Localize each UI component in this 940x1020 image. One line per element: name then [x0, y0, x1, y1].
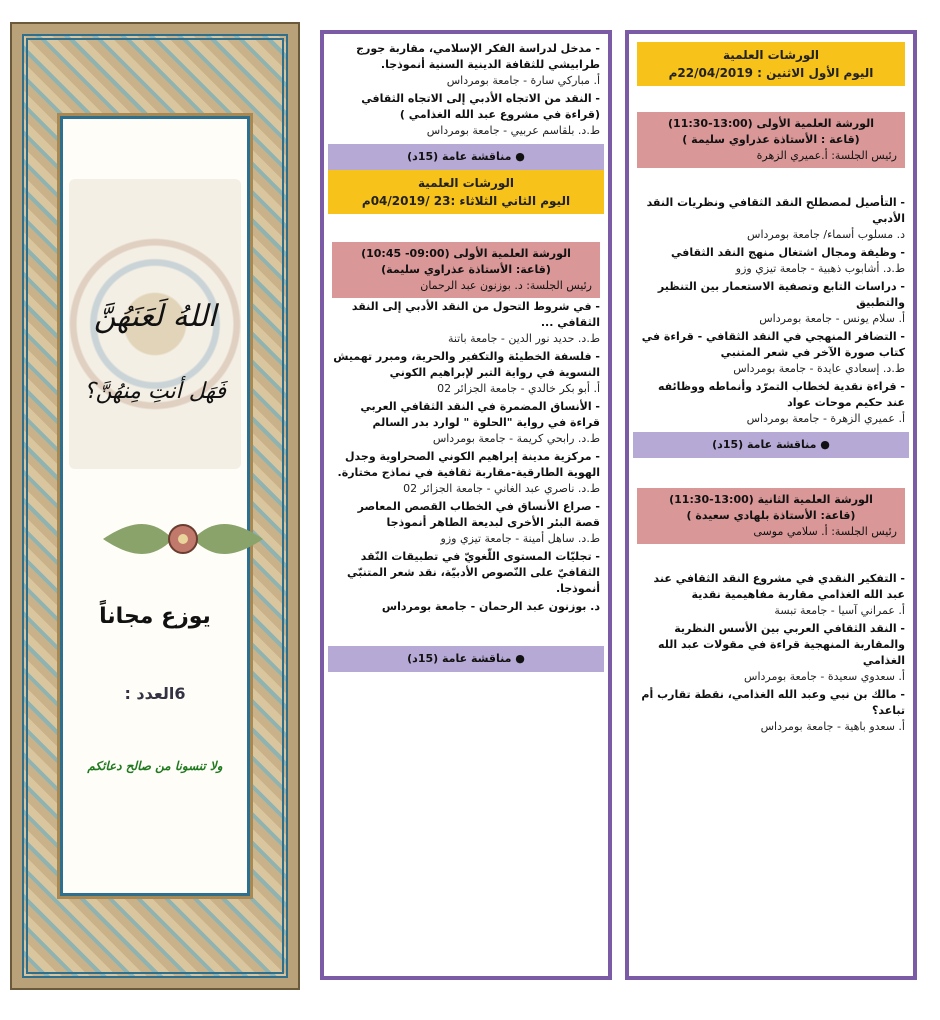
- item-title: - التفكير النقدي في مشروع النقد الثقافي عند عبد الله الغذامي مقاربة مفاهيمية نقدية: [653, 572, 905, 601]
- list-item: [629, 686, 913, 736]
- header-title: الورشات العلمية: [417, 176, 515, 190]
- issue-number: 6: [174, 684, 186, 703]
- item-title: - قراءة نقدية لخطاب التمرّد وأنماطه ووظائفه عند حكيم موحات عواد: [657, 380, 905, 409]
- session-title: الورشة العلمية الثانية (13:00-11:30): [669, 493, 873, 506]
- issue-label: العدد :: [124, 684, 175, 703]
- session-box: [332, 242, 600, 298]
- session-title: الورشة العلمية الأولى (09:00- 10:45): [361, 247, 571, 260]
- item-author: أ. سعدو باهية - جامعة بومرداس: [760, 720, 905, 733]
- item-title: - الأنساق المضمرة في النقد الثقافي العربي قراءة في رواية "الحلوة " لوارد بدر السالم: [360, 400, 600, 429]
- middle-column: [320, 30, 612, 980]
- item-author: ط.د. رابحي كريمة - جامعة بومرداس: [432, 432, 600, 445]
- item-title: - النقد الثقافي العربي بين الأسس النظرية والمقاربة المنهجية قراءة في مقولات عبد الله الغذامي: [658, 622, 905, 667]
- list-item: [324, 348, 608, 398]
- discussion-label: مناقشة عامة (15د): [407, 652, 512, 665]
- item-title: د. بوزنون عبد الرحمان - جامعة بومرداس: [381, 600, 600, 613]
- cover-inner: [60, 116, 250, 896]
- discussion-bar: ● مناقشة عامة (15د): [328, 646, 604, 672]
- item-title: - مركزية مدينة إبراهيم الكوني الصحراوية وجدل الهوية الطارقية-مقاربة ثقافية في نماذج مختارة.: [337, 450, 600, 479]
- list-item: [324, 40, 608, 90]
- list-item: [629, 620, 913, 686]
- item-author: ط.د. إسعادي عايدة - جامعة بومرداس: [733, 362, 905, 375]
- cover-verse-1: اللهُ لَعَنَهُنَّ: [93, 299, 217, 334]
- free-distribution-label: يوزع مجاناً: [99, 604, 211, 629]
- session-chair: رئيس الجلسة: د. بوزنون عبد الرحمان: [420, 279, 592, 292]
- list-item: [324, 298, 608, 348]
- item-author: أ. مباركي سارة - جامعة بومرداس: [446, 74, 600, 87]
- item-title: - دراسات التابع وتصفية الاستعمار بين التنظير والتطبيق: [657, 280, 905, 309]
- issue-line: [63, 684, 247, 703]
- header-day: اليوم الثاني الثلاثاء :23 /04/2019م: [361, 194, 571, 208]
- list-item: [324, 548, 608, 598]
- session-box: [637, 112, 905, 168]
- item-title: - في شروط التحول من النقد الأدبي إلى النقد الثقافي ...: [351, 300, 600, 329]
- item-author: ط.د. حديد نور الدين - جامعة باتنة: [447, 332, 600, 345]
- list-item: [629, 278, 913, 328]
- item-title: - التضافر المنهجي في النقد الثقافي - قراءة في كتاب صورة الآخر في شعر المتنبي: [641, 330, 905, 359]
- session-box: [637, 488, 905, 544]
- prayer-text: ولا تنسونا من صالح دعائكم: [87, 759, 223, 773]
- discussion-label: مناقشة عامة (15د): [712, 438, 817, 451]
- item-author: ط.د. ساهل أمينة - جامعة تيزي وزو: [440, 532, 600, 545]
- item-author: أ. سعدوي سعيدة - جامعة بومرداس: [744, 670, 905, 683]
- item-title: - وظيفة ومجال اشتغال منهج النقد الثقافي: [671, 246, 905, 259]
- item-title: - صراع الأنساق في الخطاب القصص المعاصر قصة البئر الأخرى لبديعة الطاهر أنموذجا: [357, 500, 600, 529]
- item-title: - النقد من الاتجاه الأدبي إلى الاتجاه الثقافي (قراءة في مشروع عبد الله الغذامي ): [361, 92, 600, 121]
- cover-panel: [10, 22, 300, 990]
- list-item: [324, 398, 608, 448]
- list-item: [324, 90, 608, 140]
- item-author: أ. عميري الزهرة - جامعة بومرداس: [746, 412, 905, 425]
- item-author: ط.د. بلقاسم عربيي - جامعة بومرداس: [426, 124, 600, 137]
- floral-flourish-icon: [93, 514, 273, 564]
- session-title: الورشة العلمية الأولى (13:00-11:30): [668, 117, 874, 130]
- header-title: الورشات العلمية: [722, 48, 820, 62]
- item-author: ط.د. أشابوب ذهبية - جامعة تيزي وزو: [735, 262, 905, 275]
- discussion-label: مناقشة عامة (15د): [407, 150, 512, 163]
- list-item: [629, 244, 913, 278]
- day-header: [328, 170, 604, 214]
- session-chair: رئيس الجلسة: أ. سلامي موسى: [753, 525, 897, 538]
- list-item: [324, 598, 608, 616]
- item-author: د. مسلوب أسماء/ جامعة بومرداس: [747, 228, 905, 241]
- list-item: [629, 570, 913, 620]
- list-item: [629, 194, 913, 244]
- item-title: - فلسفة الخطيئة والتكفير والحرية، ومبرر تهميش النسوية في رواية التبر لإبراهيم الكوني: [333, 350, 600, 379]
- day-header: [637, 42, 905, 86]
- geometric-motif: [69, 179, 241, 469]
- item-title: - التأصيل لمصطلح النقد الثقافي ونظريات النقد الأدبي: [646, 196, 905, 225]
- item-author: أ. عمراني آسيا - جامعة تبسة: [774, 604, 905, 617]
- item-title: - مالك بن نبي وعبد الله الغذامي، نقطة تقارب أم تباعد؟: [641, 688, 905, 717]
- item-author: ط.د. ناصري عبد الغاني - جامعة الجزائر 02: [403, 482, 600, 495]
- discussion-bar: ● مناقشة عامة (15د): [633, 432, 909, 458]
- list-item: [324, 448, 608, 498]
- session-hall: (قاعة: الأستاذة بلهادي سعيدة ): [686, 509, 856, 522]
- item-author: أ. أبو بكر خالدي - جامعة الجزائر 02: [437, 382, 600, 395]
- session-hall: (قاعة: الأستاذة عذراوي سليمة): [381, 263, 551, 276]
- session-hall: (قاعة : الأستاذة عذراوي سليمة ): [682, 133, 860, 146]
- right-column: [625, 30, 917, 980]
- list-item: [629, 328, 913, 378]
- session-chair: رئيس الجلسة: أ.عميري الزهرة: [756, 149, 897, 162]
- list-item: [324, 498, 608, 548]
- discussion-bar: ● مناقشة عامة (15د): [328, 144, 604, 170]
- item-author: أ. سلام يونس - جامعة بومرداس: [759, 312, 905, 325]
- header-day: اليوم الأول الاثنين : 22/04/2019م: [668, 66, 874, 80]
- cover-verse-2: فَهَل أنتِ مِنهُنَّ؟: [83, 379, 227, 404]
- list-item: [629, 378, 913, 428]
- item-title: - تجليّات المستوى اللّغويّ في تطبيقات النّقد الثقافيّ على النّصوص الأدبيّة، نقد شعر المتنبّي أنموذجا.: [346, 550, 600, 595]
- item-title: - مدخل لدراسة الفكر الإسلامي، مقاربة جورج طرابيشي للثقافة الدينية السنية أنموذجا.: [356, 42, 600, 71]
